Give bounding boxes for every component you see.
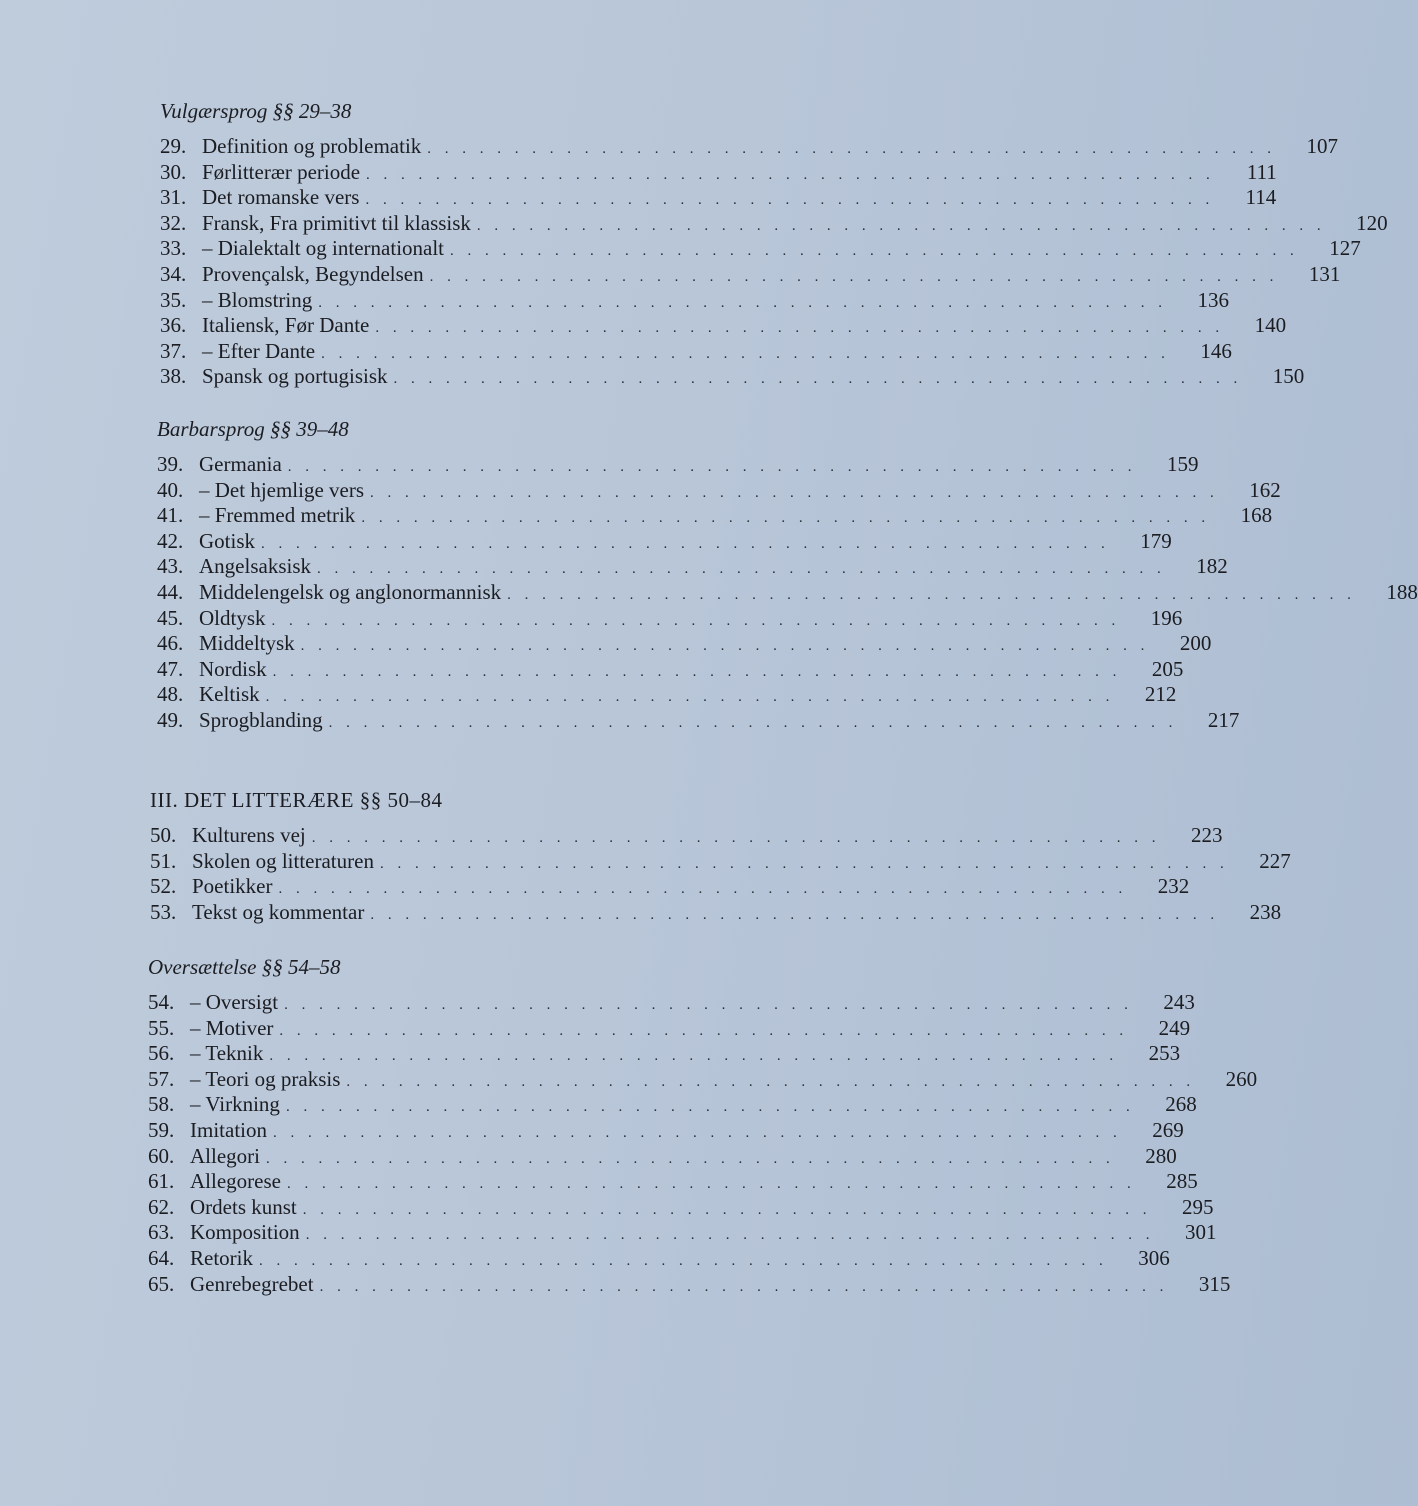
dot-leader: . . . . . . . . . . . . . . . . . . . . . . . . . . . . . . . . . . . . . . . . . . . . . . . . . — [265, 689, 1115, 706]
toc-entry-number: 34. — [160, 261, 187, 286]
toc-entry-number: 36. — [160, 313, 187, 338]
toc-section-det-litteraere — [150, 785, 1291, 925]
toc-entry-page-number: 140 — [1254, 313, 1287, 338]
toc-entry — [157, 554, 1228, 580]
toc-entry-page-number: 136 — [1197, 287, 1230, 312]
toc-entry-title: Imitation — [190, 1117, 267, 1142]
toc-entry — [148, 1092, 1197, 1118]
toc-entry — [160, 261, 1341, 288]
toc-entry-number: 50. — [150, 823, 177, 847]
dot-leader: . . . . . . . . . . . . . . . . . . . . . . . . . . . . . . . . . . . . . . . . . . . . . . . . . — [261, 535, 1110, 552]
toc-entry-page-number: 249 — [1158, 1015, 1191, 1040]
toc-entry-number: 62. — [148, 1194, 175, 1219]
dot-leader: . . . . . . . . . . . . . . . . . . . . . . . . . . . . . . . . . . . . . . . . . . . . . . . . . — [370, 484, 1219, 501]
toc-entry-title: Allegori — [190, 1143, 260, 1168]
toc-entry-page-number: 146 — [1200, 338, 1232, 363]
toc-entry — [157, 528, 1172, 555]
toc-entry-number: 39. — [157, 452, 184, 476]
dot-leader: . . . . . . . . . . . . . . . . . . . . . . . . . . . . . . . . . . . . . . . . . . . . . . . . . — [319, 1278, 1169, 1295]
toc-entry-title: – Oversigt — [190, 990, 279, 1014]
dot-leader: . . . . . . . . . . . . . . . . . . . . . . . . . . . . . . . . . . . . . . . . . . . . . . . . . — [273, 1124, 1122, 1141]
dot-leader: . . . . . . . . . . . . . . . . . . . . . . . . . . . . . . . . . . . . . . . . . . . . . . . . . — [272, 663, 1122, 680]
dot-leader: . . . . . . . . . . . . . . . . . . . . . . . . . . . . . . . . . . . . . . . . . . . . . . . . . — [311, 830, 1161, 846]
toc-entry-page-number: 306 — [1138, 1245, 1170, 1270]
dot-leader: . . . . . . . . . . . . . . . . . . . . . . . . . . . . . . . . . . . . . . . . . . . . . . . . . — [279, 1022, 1129, 1039]
toc-entry-page-number: 120 — [1356, 210, 1388, 235]
toc-entry-page-number: 238 — [1249, 899, 1282, 924]
toc-entry-number: 33. — [160, 236, 187, 261]
toc-entry-title: Spansk og portugisisk — [202, 364, 388, 389]
toc-entry-title: Kulturens vej — [192, 823, 306, 847]
toc-entry-page-number: 260 — [1225, 1066, 1258, 1091]
toc-entry-title: Angelsaksisk — [199, 554, 311, 579]
toc-entry-title: Provençalsk, Begyndelsen — [202, 261, 424, 286]
toc-entry-page-number: 111 — [1246, 159, 1277, 184]
toc-entry-number: 45. — [157, 605, 184, 630]
toc-entry — [157, 656, 1184, 683]
toc-entry-number: 53. — [150, 899, 177, 924]
toc-entry-title: Nordisk — [199, 656, 267, 681]
toc-section-barbarsprog — [157, 414, 1418, 734]
dot-leader: . . . . . . . . . . . . . . . . . . . . . . . . . . . . . . . . . . . . . . . . . . . . . . . . . — [259, 1252, 1108, 1269]
dot-leader: . . . . . . . . . . . . . . . . . . . . . . . . . . . . . . . . . . . . . . . . . . . . . . . . . — [265, 1150, 1115, 1167]
toc-entry-number: 43. — [157, 554, 184, 579]
toc-entry-page-number: 162 — [1249, 477, 1281, 502]
toc-entry-page-number: 200 — [1179, 631, 1212, 656]
toc-entry — [148, 1066, 1258, 1093]
dot-leader: . . . . . . . . . . . . . . . . . . . . . . . . . . . . . . . . . . . . . . . . . . . . . . . . . — [379, 855, 1229, 872]
dot-leader: . . . . . . . . . . . . . . . . . . . . . . . . . . . . . . . . . . . . . . . . . . . . . . . . . — [284, 997, 1133, 1013]
toc-entry-page-number: 280 — [1145, 1143, 1177, 1168]
section-heading: Oversættelse §§ 54–58 — [148, 955, 341, 979]
dot-leader: . . . . . . . . . . . . . . . . . . . . . . . . . . . . . . . . . . . . . . . . . . . . . . . . . — [318, 294, 1168, 311]
toc-entry-title: Fransk, Fra primitivt til klassisk — [202, 210, 471, 235]
dot-leader: . . . . . . . . . . . . . . . . . . . . . . . . . . . . . . . . . . . . . . . . . . . . . . . . . — [375, 320, 1225, 337]
dot-leader: . . . . . . . . . . . . . . . . . . . . . . . . . . . . . . . . . . . . . . . . . . . . . . . . . — [370, 906, 1220, 923]
toc-entry-page-number: 268 — [1165, 1092, 1197, 1117]
toc-entry — [160, 159, 1277, 186]
part-heading: III. DET LITTERÆRE §§ 50–84 — [150, 788, 443, 812]
toc-entry-title: – Virkning — [190, 1092, 280, 1117]
dot-leader: . . . . . . . . . . . . . . . . . . . . . . . . . . . . . . . . . . . . . . . . . . . . . . . . . — [507, 586, 1356, 603]
toc-entry-title: Tekst og kommentar — [192, 899, 365, 924]
toc-entry — [148, 1015, 1191, 1042]
toc-entry-number: 47. — [157, 656, 184, 681]
toc-entry-title: – Teori og praksis — [190, 1066, 341, 1091]
toc-entry-page-number: 301 — [1184, 1220, 1217, 1245]
toc-entry-title: Det romanske vers — [202, 185, 360, 210]
toc-entry-title: Sprogblanding — [199, 707, 323, 732]
dot-leader: . . . . . . . . . . . . . . . . . . . . . . . . . . . . . . . . . . . . . . . . . . . . . . . . . — [366, 166, 1215, 183]
toc-entry-title: Komposition — [190, 1220, 300, 1245]
dot-leader: . . . . . . . . . . . . . . . . . . . . . . . . . . . . . . . . . . . . . . . . . . . . . . . . . — [393, 371, 1243, 388]
toc-entry-number: 63. — [148, 1220, 175, 1245]
toc-entry-page-number: 205 — [1151, 656, 1184, 681]
toc-entry — [148, 990, 1195, 1016]
toc-entry-title: Skolen og litteraturen — [192, 848, 374, 873]
toc-entry-page-number: 212 — [1144, 682, 1177, 707]
toc-entry — [160, 210, 1388, 237]
toc-entry-number: 44. — [157, 579, 184, 604]
toc-entry-title: Førlitterær periode — [202, 159, 361, 184]
toc-entry-title: Gotisk — [199, 528, 256, 553]
toc-entry-number: 57. — [148, 1066, 175, 1091]
toc-entry-page-number: 188 — [1386, 579, 1418, 604]
toc-entry-number: 65. — [148, 1271, 175, 1296]
toc-entry-title: Middeltysk — [199, 631, 295, 656]
toc-entry-number: 56. — [148, 1041, 175, 1066]
toc-entry-number: 37. — [160, 338, 187, 363]
toc-entry-number: 60. — [148, 1143, 175, 1168]
toc-entry-number: 48. — [157, 682, 184, 707]
toc-entry — [157, 579, 1418, 606]
section-heading: Vulgærsprog §§ 29–38 — [160, 99, 352, 123]
toc-entry-title: Poetikker — [192, 874, 273, 899]
dot-leader: . . . . . . . . . . . . . . . . . . . . . . . . . . . . . . . . . . . . . . . . . . . . . . . . . — [429, 268, 1279, 285]
toc-entry-number: 41. — [157, 503, 184, 528]
toc-entry — [157, 631, 1212, 657]
toc-entry-number: 58. — [148, 1092, 175, 1117]
toc-entry-number: 31. — [160, 185, 187, 210]
toc-entry — [148, 1194, 1214, 1221]
toc-entry-title: Ordets kunst — [190, 1194, 297, 1219]
dot-leader: . . . . . . . . . . . . . . . . . . . . . . . . . . . . . . . . . . . . . . . . . . . . . . . . . — [361, 510, 1211, 527]
dot-leader: . . . . . . . . . . . . . . . . . . . . . . . . . . . . . . . . . . . . . . . . . . . . . . . . . — [285, 1099, 1135, 1116]
toc-entry-page-number: 285 — [1166, 1169, 1198, 1194]
toc-entry — [160, 185, 1277, 211]
dot-leader: . . . . . . . . . . . . . . . . . . . . . . . . . . . . . . . . . . . . . . . . . . . . . . . . . — [300, 638, 1150, 655]
toc-entry-page-number: 114 — [1245, 185, 1277, 210]
toc-entry-title: – Fremmed metrik — [199, 503, 356, 528]
toc-entry-page-number: 150 — [1272, 364, 1305, 389]
dot-leader: . . . . . . . . . . . . . . . . . . . . . . . . . . . . . . . . . . . . . . . . . . . . . . . . . — [271, 612, 1121, 629]
toc-entry-number: 54. — [148, 990, 175, 1014]
toc-entry — [157, 503, 1273, 529]
toc-entry — [160, 338, 1232, 365]
toc-entry-number: 40. — [157, 477, 184, 502]
toc-entry-page-number: 315 — [1198, 1271, 1231, 1296]
toc-entry-title: – Motiver — [190, 1015, 274, 1040]
dot-leader: . . . . . . . . . . . . . . . . . . . . . . . . . . . . . . . . . . . . . . . . . . . . . . . . . — [305, 1227, 1155, 1244]
toc-entry — [148, 1271, 1231, 1298]
toc-entry — [150, 848, 1291, 875]
toc-entry-page-number: 217 — [1207, 707, 1240, 732]
toc-entry — [148, 1245, 1170, 1272]
dot-leader: . . . . . . . . . . . . . . . . . . . . . . . . . . . . . . . . . . . . . . . . . . . . . . . . . — [450, 243, 1299, 260]
toc-entry-page-number: 159 — [1167, 452, 1199, 476]
dot-leader: . . . . . . . . . . . . . . . . . . . . . . . . . . . . . . . . . . . . . . . . . . . . . . . . . — [287, 459, 1137, 475]
toc-entry-page-number: 107 — [1306, 134, 1339, 158]
toc-entry — [150, 823, 1223, 849]
toc-entry — [157, 682, 1177, 708]
toc-section-vulgaersprog — [160, 96, 1388, 390]
toc-entry-number: 35. — [160, 287, 187, 312]
toc-entry — [157, 707, 1240, 734]
toc-entry-number: 52. — [150, 874, 177, 899]
toc-entry — [148, 1143, 1177, 1170]
dot-leader: . . . . . . . . . . . . . . . . . . . . . . . . . . . . . . . . . . . . . . . . . . . . . . . . . — [328, 714, 1178, 731]
toc-entry-page-number: 182 — [1196, 554, 1228, 579]
dot-leader: . . . . . . . . . . . . . . . . . . . . . . . . . . . . . . . . . . . . . . . . . . . . . . . . . — [278, 881, 1128, 898]
toc-entry-number: 30. — [160, 159, 187, 184]
toc-entry-page-number: 269 — [1152, 1117, 1184, 1142]
dot-leader: . . . . . . . . . . . . . . . . . . . . . . . . . . . . . . . . . . . . . . . . . . . . . . . . . — [269, 1048, 1119, 1065]
toc-entry-number: 29. — [160, 134, 187, 158]
toc-entry-page-number: 223 — [1190, 823, 1223, 847]
toc-entry — [150, 899, 1282, 926]
toc-entry — [160, 364, 1305, 390]
toc-entry-title: Allegorese — [190, 1169, 281, 1194]
dot-leader: . . . . . . . . . . . . . . . . . . . . . . . . . . . . . . . . . . . . . . . . . . . . . . . . . — [427, 141, 1277, 157]
toc-entry-title: – Det hjemlige vers — [199, 477, 365, 502]
toc-entry-number: 59. — [148, 1117, 175, 1142]
toc-entry-number: 64. — [148, 1245, 175, 1270]
toc-entry-page-number: 168 — [1240, 503, 1273, 528]
toc-entry-title: Keltisk — [199, 682, 260, 707]
dot-leader: . . . . . . . . . . . . . . . . . . . . . . . . . . . . . . . . . . . . . . . . . . . . . . . . . — [286, 1176, 1136, 1193]
dot-leader: . . . . . . . . . . . . . . . . . . . . . . . . . . . . . . . . . . . . . . . . . . . . . . . . . — [346, 1073, 1196, 1090]
toc-entry-title: Middelengelsk og anglonormannisk — [199, 579, 502, 604]
toc-entry — [148, 1117, 1184, 1144]
toc-entry-title: Definition og problematik — [202, 134, 422, 158]
toc-entry-title: – Dialektalt og internationalt — [202, 236, 445, 261]
toc-entry — [160, 236, 1361, 262]
toc-entry-number: 42. — [157, 528, 184, 553]
toc-entry — [150, 874, 1190, 900]
toc-entry — [157, 452, 1199, 478]
section-heading: Barbarsprog §§ 39–48 — [157, 417, 349, 441]
dot-leader: . . . . . . . . . . . . . . . . . . . . . . . . . . . . . . . . . . . . . . . . . . . . . . . . . — [321, 345, 1170, 362]
toc-entry-title: – Blomstring — [202, 287, 313, 312]
toc-entry — [148, 1220, 1217, 1246]
toc-entry-page-number: 232 — [1157, 874, 1190, 899]
toc-entry-page-number: 131 — [1308, 261, 1341, 286]
toc-entry-title: – Efter Dante — [202, 338, 316, 363]
toc-entry — [160, 134, 1339, 160]
toc-section-oversaettelse — [148, 952, 1258, 1297]
toc-entry — [157, 477, 1281, 504]
toc-entry — [148, 1041, 1181, 1067]
toc-entry-number: 51. — [150, 848, 177, 873]
toc-entry-page-number: 227 — [1259, 848, 1291, 873]
toc-entry-number: 38. — [160, 364, 187, 389]
toc-entry-title: Italiensk, Før Dante — [202, 313, 370, 338]
toc-entry-number: 49. — [157, 707, 184, 732]
toc-entry — [157, 605, 1183, 632]
dot-leader: . . . . . . . . . . . . . . . . . . . . . . . . . . . . . . . . . . . . . . . . . . . . . . . . . — [365, 192, 1215, 209]
toc-entry-title: Retorik — [190, 1245, 253, 1270]
toc-entry-title: Oldtysk — [199, 605, 266, 630]
toc-entry-title: – Teknik — [190, 1041, 264, 1066]
toc-entry-number: 46. — [157, 631, 184, 656]
toc-entry-title: Germania — [199, 452, 282, 476]
toc-entry-title: Genrebegrebet — [190, 1271, 314, 1296]
toc-entry — [160, 313, 1287, 339]
dot-leader: . . . . . . . . . . . . . . . . . . . . . . . . . . . . . . . . . . . . . . . . . . . . . . . . . — [317, 561, 1166, 578]
toc-entry-number: 55. — [148, 1015, 175, 1040]
toc-entry-page-number: 179 — [1140, 528, 1172, 553]
toc-entry-page-number: 253 — [1148, 1041, 1181, 1066]
toc-entry-page-number: 243 — [1163, 990, 1195, 1014]
dot-leader: . . . . . . . . . . . . . . . . . . . . . . . . . . . . . . . . . . . . . . . . . . . . . . . . . — [302, 1201, 1152, 1218]
toc-entry-number: 32. — [160, 210, 187, 235]
toc-entry-page-number: 196 — [1150, 605, 1183, 630]
toc-entry-page-number: 127 — [1329, 236, 1361, 261]
toc-entry — [148, 1169, 1198, 1195]
toc-entry-number: 61. — [148, 1169, 175, 1194]
dot-leader: . . . . . . . . . . . . . . . . . . . . . . . . . . . . . . . . . . . . . . . . . . . . . . . . . — [476, 217, 1326, 234]
toc-entry-page-number: 295 — [1182, 1194, 1214, 1219]
toc-entry — [160, 287, 1230, 314]
